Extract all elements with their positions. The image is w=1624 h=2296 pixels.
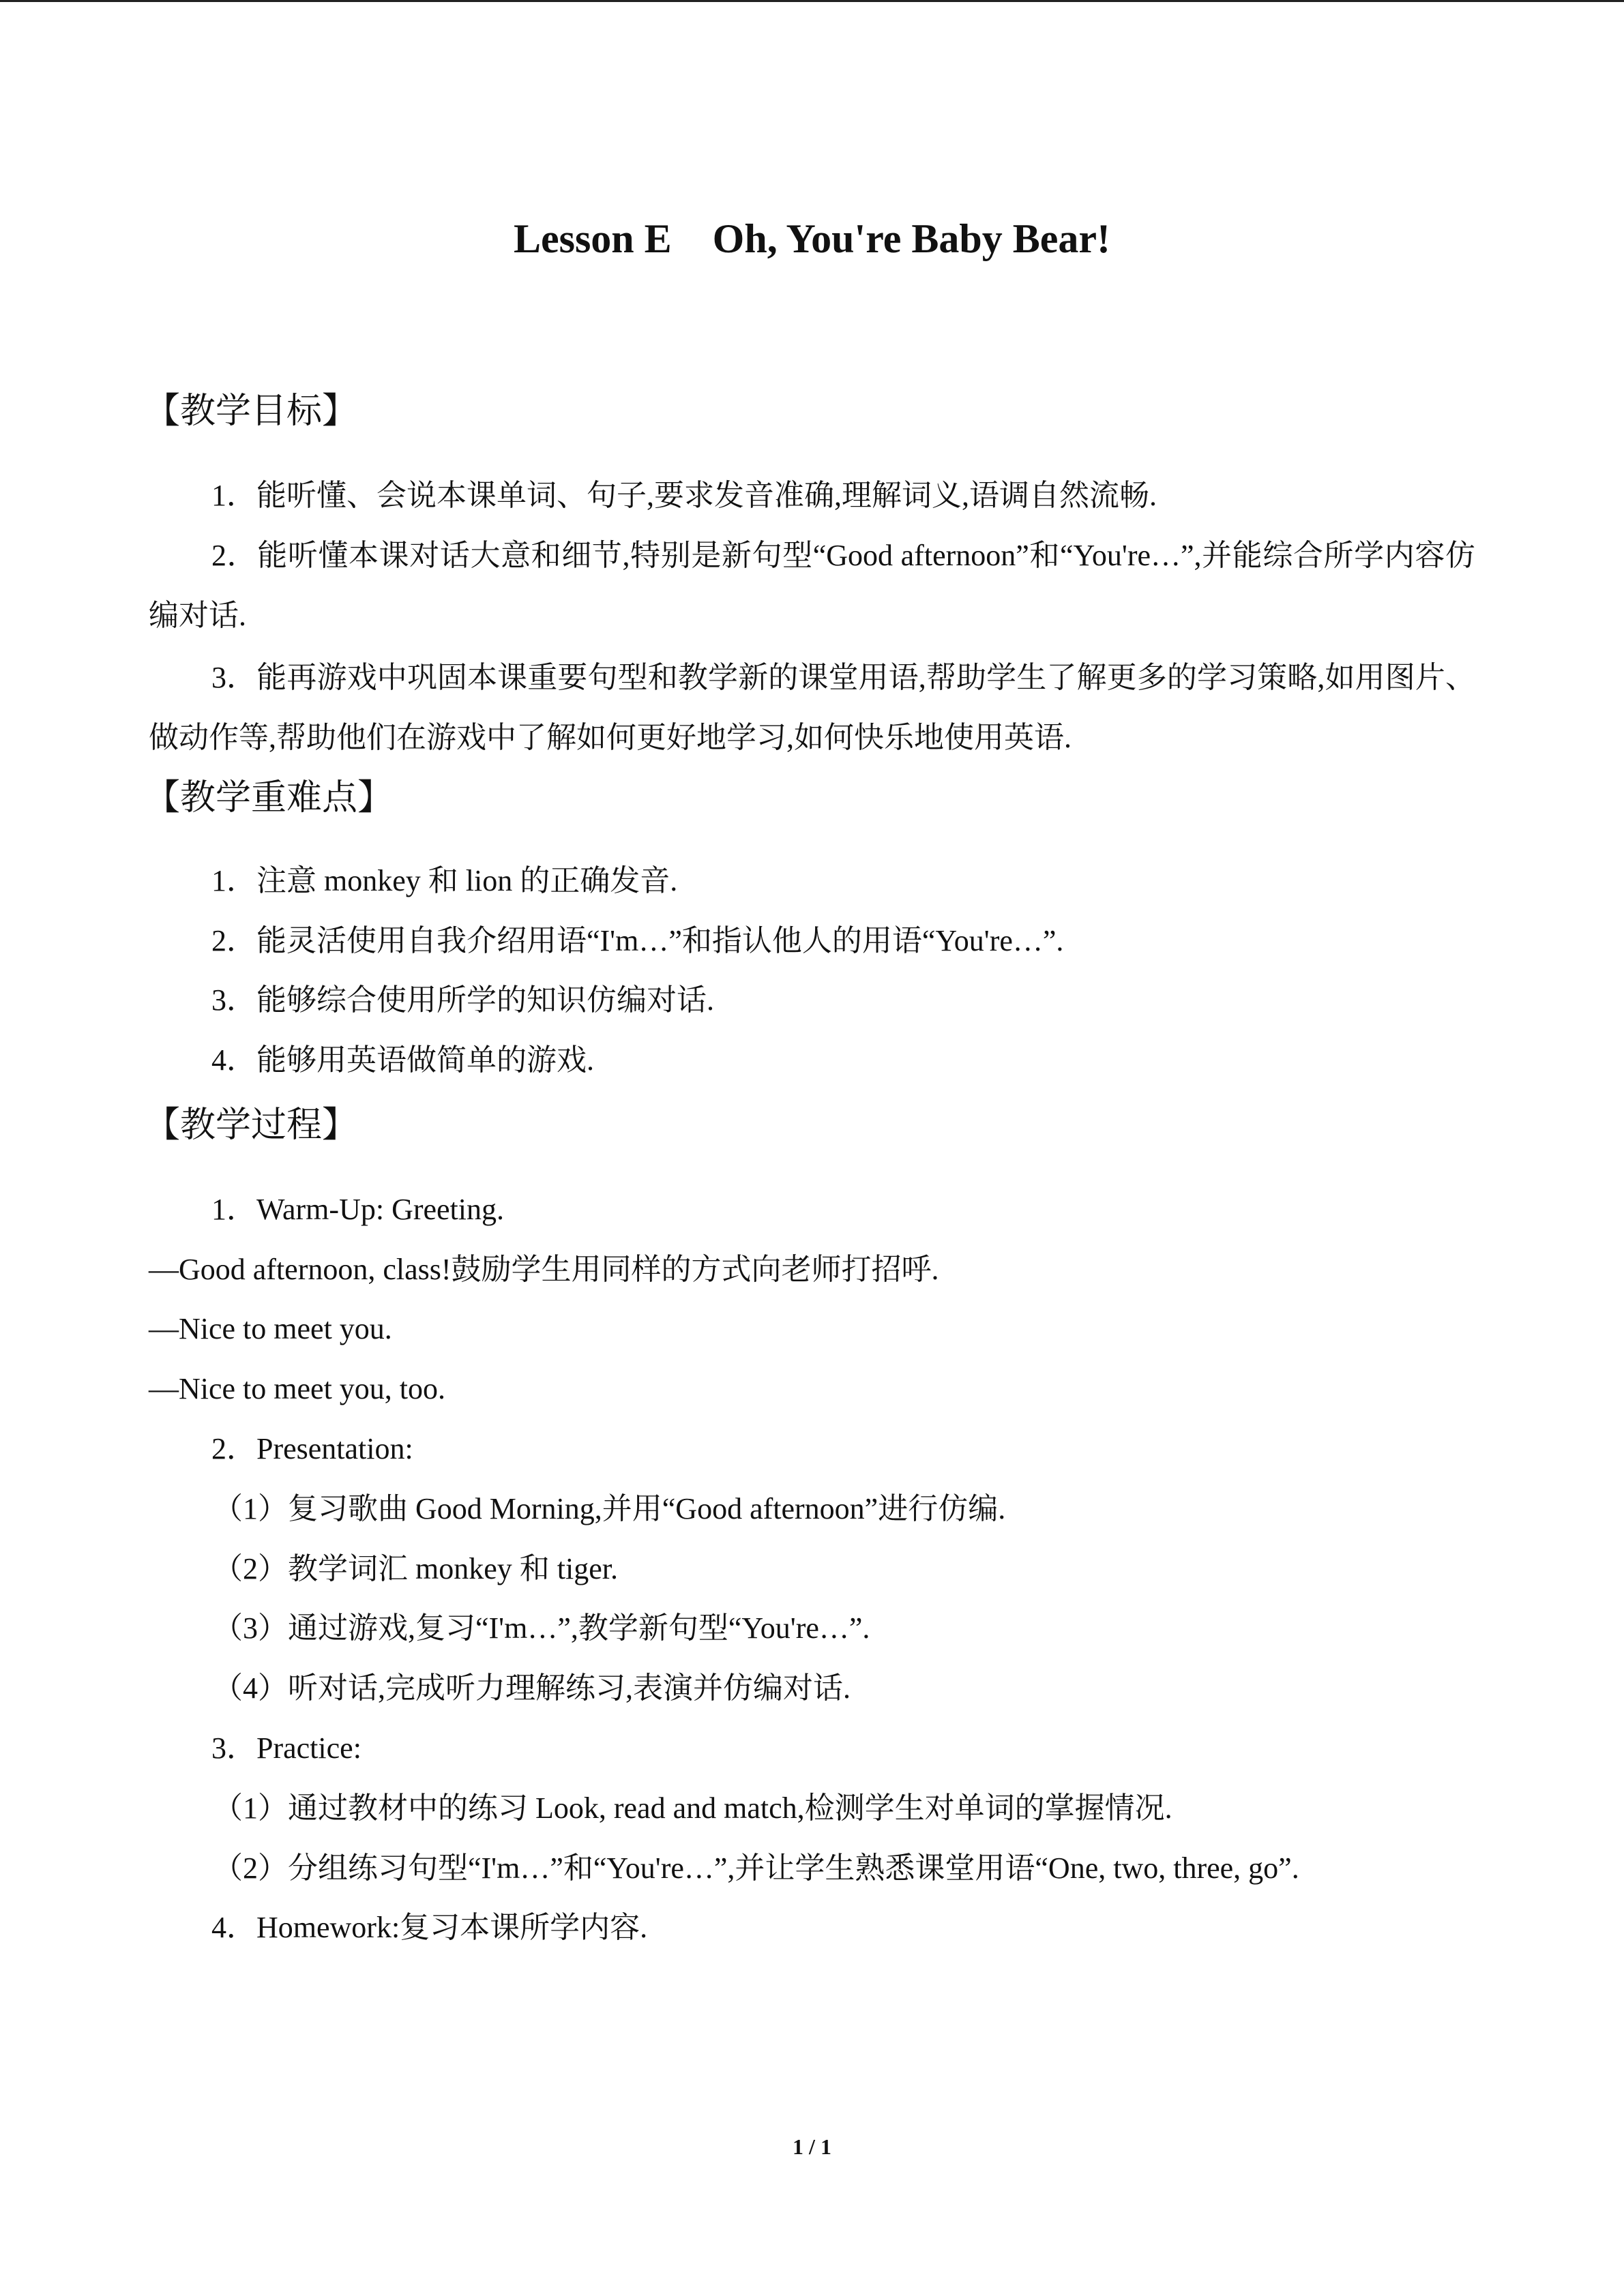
objective-item-3: 3．能再游戏中巩固本课重要句型和教学新的课堂用语,帮助学生了解更多的学习策略,如用图片、做动作等,帮助他们在游戏中了解如何更好地学习,如何快乐地使用英语. (149, 661, 1475, 754)
objective-item-2: 2．能听懂本课对话大意和细节,特别是新句型“Good afternoon”和“You're…”,并能综合所学内容仿编对话. (149, 539, 1475, 632)
process-step-1: 1．Warm-Up: Greeting. (211, 1193, 504, 1226)
key-point-item-1: 1．注意 monkey 和 lion 的正确发音. (211, 864, 678, 897)
dialogue-line-1: —Good afternoon, class!鼓励学生用同样的方式向老师打招呼. (149, 1253, 939, 1286)
process-step-4: 4．Homework:复习本课所学内容. (211, 1911, 648, 1944)
page-title: Lesson E Oh, You're Baby Bear! (513, 216, 1111, 261)
practice-sub-2: （2）分组练习句型“I'm…”和“You're…”,并让学生熟悉课堂用语“One, two, three, go”. (213, 1851, 1299, 1885)
presentation-sub-3: （3）通过游戏,复习“I'm…”,教学新句型“You're…”. (213, 1611, 870, 1645)
practice-sub-1: （1）通过教材中的练习 Look, read and match,检测学生对单词的掌握情况. (213, 1791, 1172, 1825)
key-point-item-2: 2．能灵活使用自我介绍用语“I'm…”和指认他人的用语“You're…”. (211, 924, 1064, 957)
presentation-sub-1: （1）复习歌曲 Good Morning,并用“Good afternoon”进行仿编. (213, 1492, 1006, 1525)
page-number: 1 / 1 (793, 2134, 831, 2159)
key-point-item-3: 3．能够综合使用所学的知识仿编对话. (211, 983, 714, 1017)
presentation-sub-2: （2）教学词汇 monkey 和 tiger. (213, 1552, 618, 1585)
process-step-2: 2．Presentation: (211, 1432, 413, 1465)
top-border-rule (0, 0, 1624, 2)
key-point-item-4: 4．能够用英语做简单的游戏. (211, 1043, 594, 1077)
presentation-sub-4: （4）听对话,完成听力理解练习,表演并仿编对话. (213, 1671, 851, 1705)
objective-item-1: 1．能听懂、会说本课单词、句子,要求发音准确,理解词义,语调自然流畅. (211, 479, 1157, 512)
section-heading-key-points: 【教学重难点】 (145, 777, 394, 818)
section-heading-objectives: 【教学目标】 (145, 391, 358, 432)
process-step-3: 3．Practice: (211, 1731, 361, 1765)
dialogue-line-3: —Nice to meet you, too. (149, 1372, 446, 1405)
section-heading-process: 【教学过程】 (145, 1105, 358, 1146)
dialogue-line-2: —Nice to meet you. (149, 1312, 392, 1345)
